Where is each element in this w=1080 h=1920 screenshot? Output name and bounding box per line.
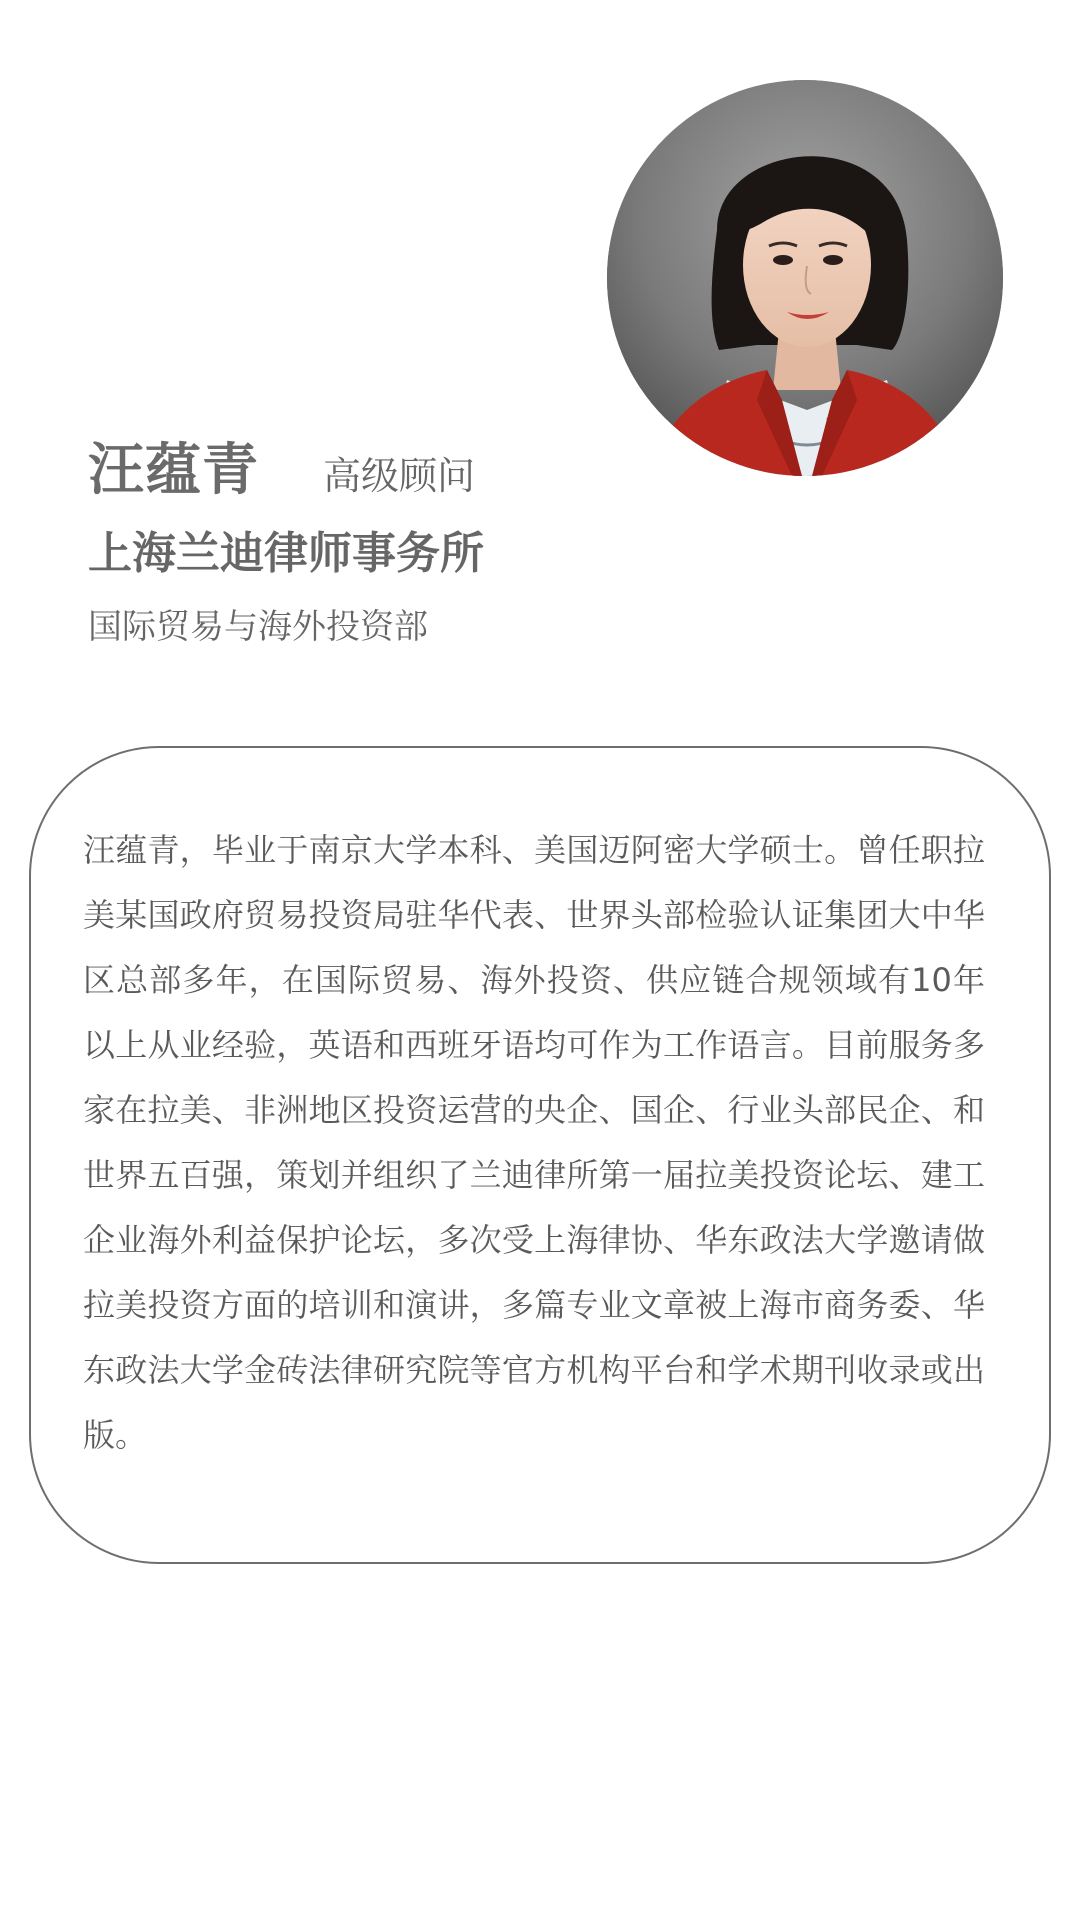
bio-box xyxy=(29,746,1051,1564)
firm-name: 上海兰迪律师事务所 xyxy=(88,528,484,579)
department-name: 国际贸易与海外投资部 xyxy=(88,607,428,647)
person-title: 高级顾问 xyxy=(323,454,476,498)
person-name: 汪蕴青 xyxy=(88,438,259,503)
name-row xyxy=(88,432,475,502)
profile-photo xyxy=(607,80,1003,476)
bio-text: 汪蕴青，毕业于南京大学本科、美国迈阿密大学硕士。曾任职拉美某国政府贸易投资局驻华代表、世界头部检验认证集团大中华区总部多年，在国际贸易、海外投资、供应链合规领域有10年以上从业经验，英语和西班牙语均可作为工作语言。目前服务多家在拉美、非洲地区投资运营的央企、国企、行业头部民企、和世界五百强，策划并组织了兰迪律所第一届拉美投资论坛、建工企业海外利益保护论坛，多次受上海律协、华东政法大学邀请做拉美投资方面的培训和演讲，多篇专业文章被上海市商务委、华东政法大学金砖法律研究院等官方机构平台和学术期刊收录或出版。 xyxy=(83,831,985,1454)
